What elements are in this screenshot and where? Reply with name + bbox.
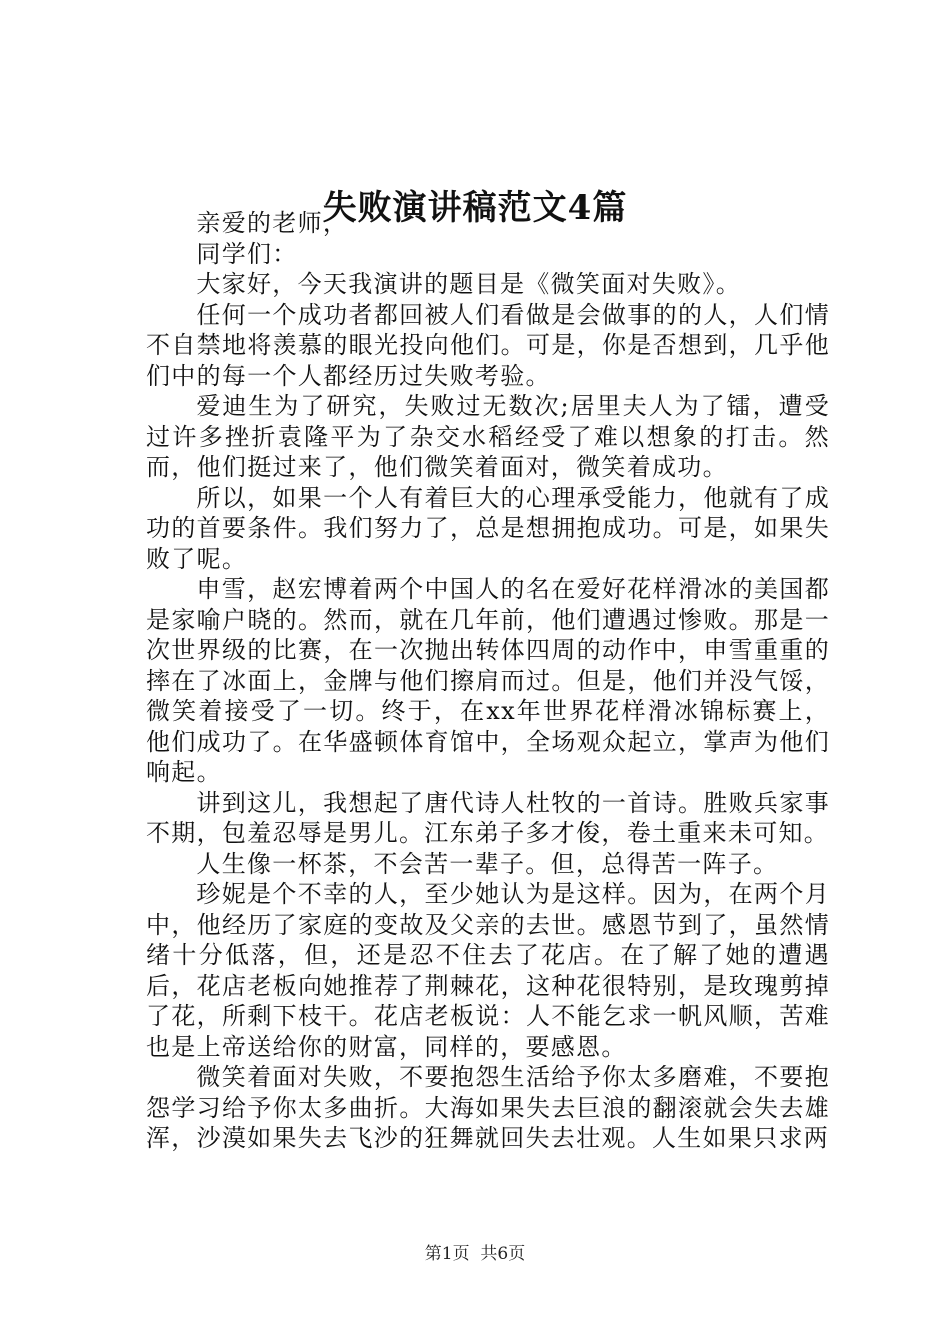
paragraph: 珍妮是个不幸的人，至少她认为是这样。因为，在两个月中，他经历了家庭的变故及父亲的去世。感恩节到了，虽然情绪十分低落，但，还是忍不住去了花店。在了解了她的遭遇后，花店老板向她推荐了荆棘花，这种花很特别，是玫瑰剪掉了花，所剩下枝干。花店老板说：人不能乞求一帆风顺，苦难也是上帝送给你的财富，同样的，要感恩。 xyxy=(146,880,830,1061)
paragraph: 人生像一杯茶，不会苦一辈子。但，总得苦一阵子。 xyxy=(196,849,779,878)
paragraph: 爱迪生为了研究，失败过无数次;居里夫人为了镭，遭受过许多挫折袁隆平为了杂交水稻经受了难以想象的打击。然而，他们挺过来了，他们微笑着面对，微笑着成功。 xyxy=(146,392,830,481)
document-title: 失败演讲稿范文4篇 xyxy=(322,188,628,228)
page-total: 共6页 xyxy=(480,1244,526,1264)
paragraph: 任何一个成功者都回被人们看做是会做事的的人，人们情不自禁地将羡慕的眼光投向他们。可是，你是否想到，几乎他们中的每一个人都经历过失败考验。 xyxy=(146,300,830,390)
page-number: 第1页 xyxy=(424,1244,470,1264)
paragraph-greeting-teacher: 亲爱的老师， xyxy=(196,209,349,237)
paragraph: 所以，如果一个人有着巨大的心理承受能力，他就有了成功的首要条件。我们努力了，总是想拥抱成功。可是，如果失败了呢。 xyxy=(146,483,830,573)
page-footer xyxy=(0,1242,950,1266)
document-body xyxy=(146,208,830,1154)
paragraph: 申雪，赵宏博着两个中国人的名在爱好花样滑冰的美国都是家喻户晓的。然而，就在几年前，他们遭遇过惨败。那是一次世界级的比赛，在一次抛出转体四周的动作中，申雪重重的摔在了冰面上，金牌与他们擦肩而过。但是，他们并没气馁，微笑着接受了一切。终于，在xx年世界花样滑冰锦标赛上，他们成功了。在华盛顿体育馆中，全场观众起立，掌声为他们响起。 xyxy=(146,575,830,786)
paragraph: 讲到这儿，我想起了唐代诗人杜牧的一首诗。胜败兵家事不期，包羞忍辱是男儿。江东弟子多才俊，卷土重来未可知。 xyxy=(146,788,830,847)
paragraph-greeting-students: 同学们： xyxy=(196,239,298,268)
paragraph-intro: 大家好，今天我演讲的题目是《微笑面对失败》。 xyxy=(196,270,741,298)
paragraph: 微笑着面对失败，不要抱怨生活给予你太多磨难，不要抱怨学习给予你太多曲折。大海如果失去巨浪的翻滚就会失去雄浑，沙漠如果失去飞沙的狂舞就回失去壮观。人生如果只求两 xyxy=(146,1063,830,1152)
